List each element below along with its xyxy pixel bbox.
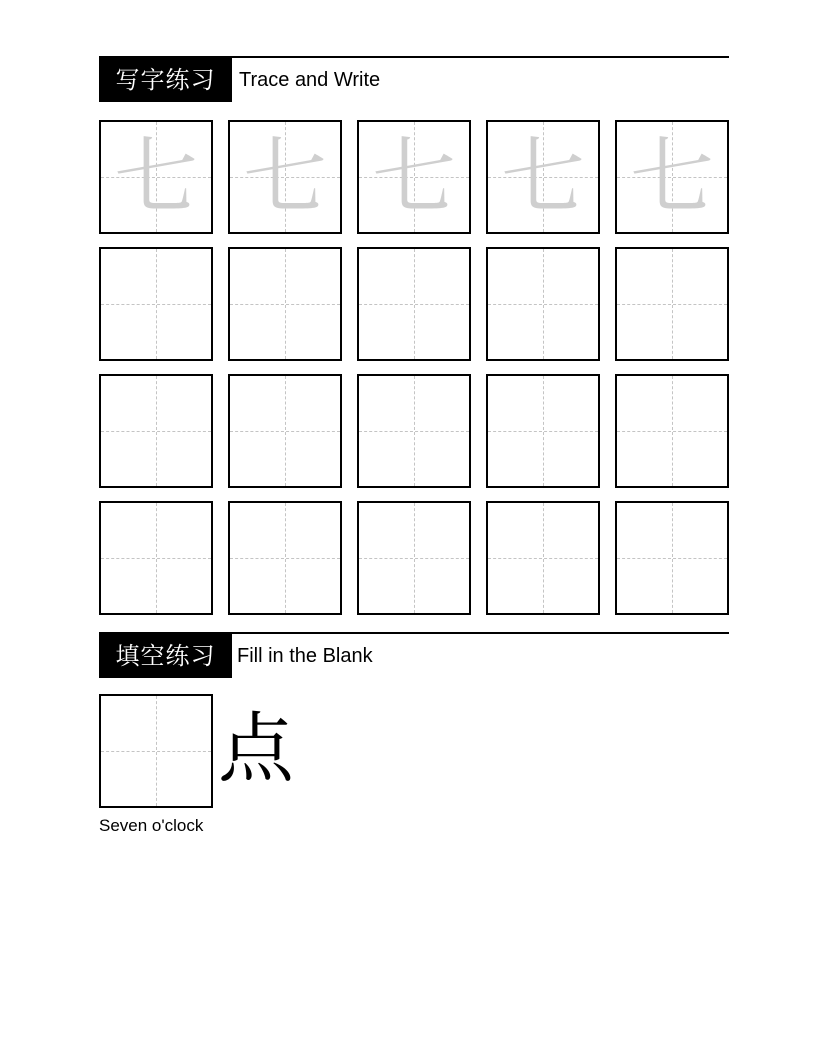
practice-box[interactable] [486, 501, 600, 615]
guide-line-horizontal [230, 558, 340, 559]
guide-line-horizontal [230, 431, 340, 432]
guide-line-horizontal [101, 431, 211, 432]
practice-box[interactable] [486, 247, 600, 361]
fill-section-title-en: Fill in the Blank [237, 645, 373, 667]
trace-character: 七 [242, 128, 327, 226]
practice-box[interactable] [99, 120, 213, 234]
guide-line-horizontal [488, 304, 598, 305]
guide-line-horizontal [359, 431, 469, 432]
guide-line-horizontal [101, 558, 211, 559]
trace-character: 七 [113, 128, 198, 226]
practice-box[interactable] [357, 501, 471, 615]
trace-section-header [99, 56, 729, 102]
guide-line-horizontal [359, 558, 469, 559]
trace-character: 七 [629, 128, 714, 226]
practice-box[interactable] [228, 374, 342, 488]
trace-section-title-zh: 写字练习 [99, 58, 232, 102]
practice-box[interactable] [228, 247, 342, 361]
practice-box[interactable] [99, 501, 213, 615]
trace-character: 七 [371, 128, 456, 226]
practice-box[interactable] [486, 374, 600, 488]
blank-answer-box[interactable] [99, 694, 213, 808]
practice-box[interactable] [99, 247, 213, 361]
practice-box[interactable] [615, 247, 729, 361]
practice-box[interactable] [486, 120, 600, 234]
practice-box[interactable] [357, 374, 471, 488]
guide-line-horizontal [101, 751, 211, 752]
blank-caption: Seven o'clock [99, 816, 204, 835]
trace-section-title-en: Trace and Write [239, 69, 381, 91]
practice-box[interactable] [615, 374, 729, 488]
fill-section-header [99, 632, 729, 678]
guide-line-horizontal [230, 304, 340, 305]
guide-line-horizontal [488, 431, 598, 432]
trace-character: 七 [500, 128, 585, 226]
guide-line-horizontal [101, 304, 211, 305]
guide-line-horizontal [359, 304, 469, 305]
practice-box[interactable] [357, 247, 471, 361]
blank-following-character: 点 [218, 704, 294, 793]
guide-line-horizontal [488, 558, 598, 559]
practice-box[interactable] [99, 374, 213, 488]
fill-section-title-zh: 填空练习 [99, 634, 232, 678]
guide-line-horizontal [617, 431, 727, 432]
practice-box[interactable] [228, 501, 342, 615]
practice-box[interactable] [228, 120, 342, 234]
guide-line-horizontal [617, 304, 727, 305]
practice-box[interactable] [615, 501, 729, 615]
guide-line-horizontal [617, 558, 727, 559]
practice-box[interactable] [357, 120, 471, 234]
practice-box[interactable] [615, 120, 729, 234]
